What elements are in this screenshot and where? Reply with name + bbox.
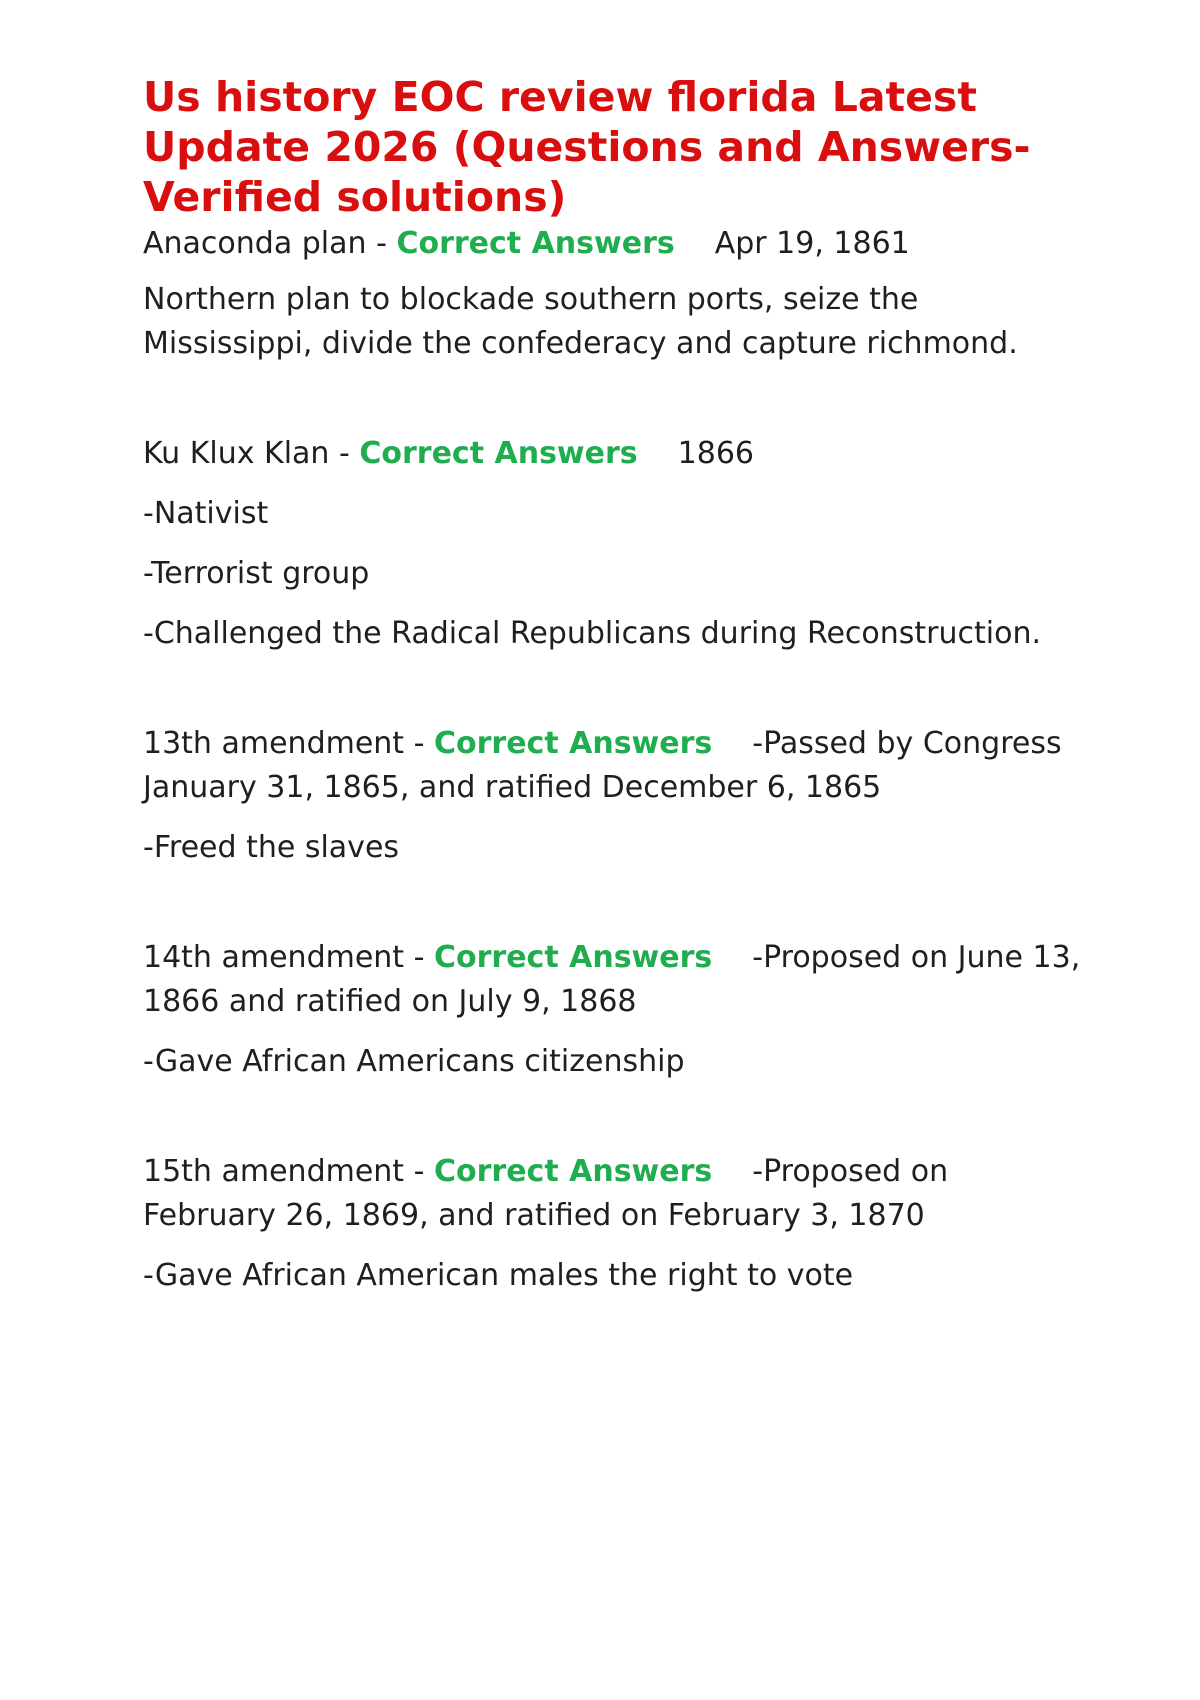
qa-question-line [143,432,1083,476]
qa-separator: - [404,1154,434,1189]
qa-detail: -Freed the slaves [143,830,400,865]
qa-term: 15th amendment [143,1154,405,1189]
qa-separator: - [329,436,360,471]
correct-answers-label: Correct Answers [433,940,713,975]
qa-detail: Northern plan to blockade southern ports, seize the Mississippi, divide the confederacy and capture richmond. [143,282,1018,361]
qa-separator: - [404,940,434,975]
qa-entry-anaconda-plan [143,222,1083,366]
qa-entry-15th-amendment [143,1150,1083,1298]
qa-detail: -Gave African Americans citizenship [143,1044,685,1079]
qa-detail: -Challenged the Radical Republicans during Reconstruction. [143,616,1042,651]
qa-detail: -Nativist [143,496,269,531]
document-page [143,72,1090,1364]
qa-term: Ku Klux Klan [143,436,330,471]
qa-term: 13th amendment [143,726,405,761]
qa-entry-14th-amendment [143,936,1090,1084]
correct-answers-label: Correct Answers [433,1154,713,1189]
document-title: Us history EOC review florida Latest Update 2026 (Questions and Answers-Verified solutions) [143,73,1031,221]
qa-question-line [143,722,1083,810]
correct-answers-label: Correct Answers [359,436,638,471]
qa-question-line [143,936,1090,1024]
qa-term: 14th amendment [143,940,405,975]
qa-term: Anaconda plan [143,226,367,261]
correct-answers-label: Correct Answers [433,726,713,761]
qa-answer-lead: -Passed by Congress January 31, 1865, and ratified December 6, 1865 [143,726,1072,805]
qa-question-line [143,222,1083,266]
qa-answer-lead: 1866 [677,436,754,471]
qa-answer-lead: -Proposed on February 26, 1869, and ratified on February 3, 1870 [143,1154,958,1233]
qa-entry-13th-amendment [143,722,1083,870]
qa-detail: -Terrorist group [143,556,370,591]
qa-separator: - [404,726,434,761]
qa-detail: -Gave African American males the right to vote [143,1258,854,1293]
qa-answer-lead: Apr 19, 1861 [714,226,910,261]
qa-separator: - [366,226,397,261]
qa-entry-ku-klux-klan [143,432,1083,656]
qa-question-line [143,1150,1083,1238]
correct-answers-label: Correct Answers [396,226,675,261]
qa-answer-lead: -Proposed on June 13, 1866 and ratified on July 9, 1868 [143,940,1090,1019]
